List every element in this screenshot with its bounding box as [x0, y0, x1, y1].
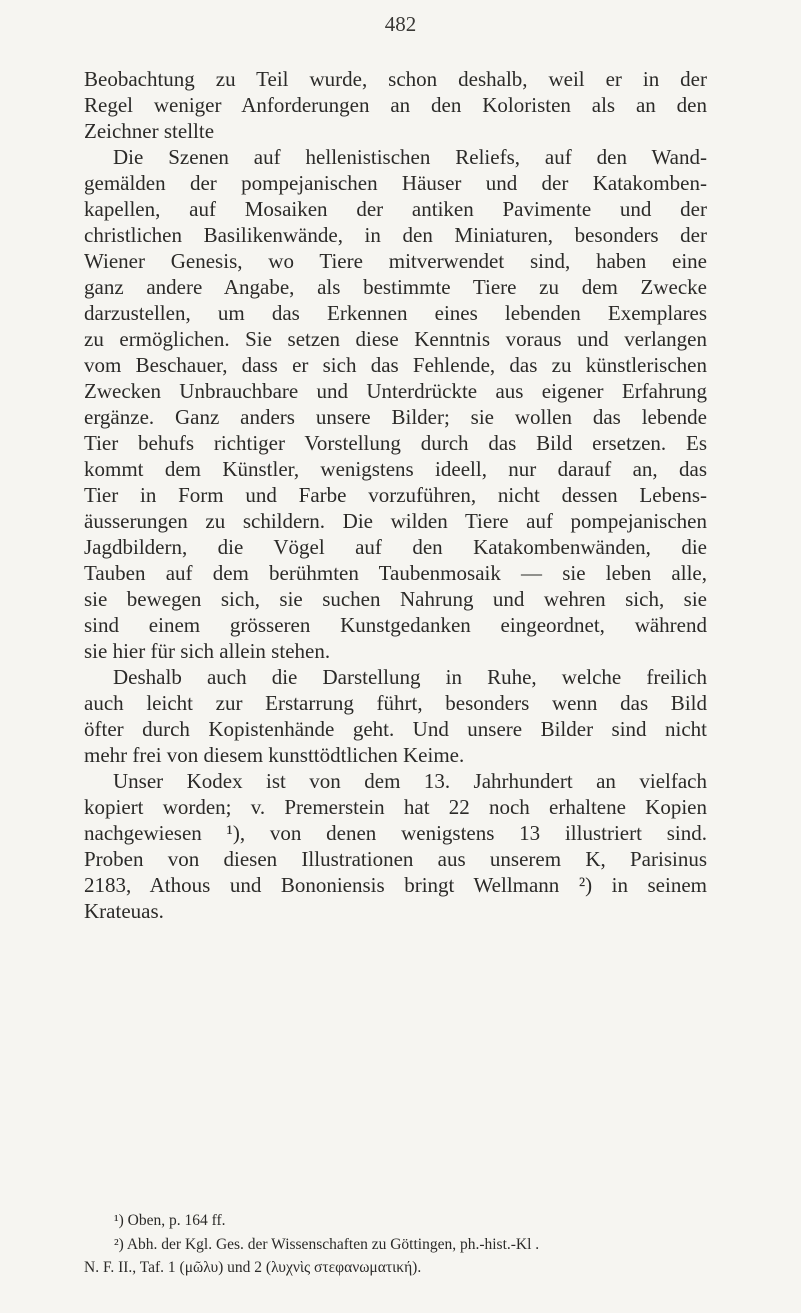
- text-line: sind einem grösseren Kunstgedanken eingeordnet, während: [84, 613, 707, 637]
- text-line: ergänze. Ganz anders unsere Bilder; sie wollen das lebende: [84, 405, 707, 429]
- footnote-1: ¹) Oben, p. 164 ff.: [114, 1212, 226, 1229]
- text-line: christlichen Basilikenwände, in den Miniaturen, besonders der: [84, 223, 707, 247]
- text-line: Unser Kodex ist von dem 13. Jahrhundert an vielfach: [113, 769, 707, 793]
- text-line: kommt dem Künstler, wenigstens ideell, nur darauf an, das: [84, 457, 707, 481]
- text-line: Proben von diesen Illustrationen aus unserem K, Parisinus: [84, 847, 707, 871]
- text-line: äusserungen zu schildern. Die wilden Tiere auf pompejanischen: [84, 509, 707, 533]
- text-line: Tier in Form und Farbe vorzuführen, nicht dessen Lebens-: [84, 483, 707, 507]
- text-line: Krateuas.: [84, 899, 164, 923]
- text-line: Die Szenen auf hellenistischen Reliefs, auf den Wand-: [113, 145, 707, 169]
- text-line: Wiener Genesis, wo Tiere mitverwendet sind, haben eine: [84, 249, 707, 273]
- text-line: Zwecken Unbrauchbare und Unterdrückte aus eigener Erfahrung: [84, 379, 707, 403]
- text-line: Jagdbildern, die Vögel auf den Katakombenwänden, die: [84, 535, 707, 559]
- text-line: Beobachtung zu Teil wurde, schon deshalb, weil er in der: [84, 67, 707, 91]
- text-line: mehr frei von diesem kunsttödtlichen Keime.: [84, 743, 465, 767]
- text-line: zu ermöglichen. Sie setzen diese Kenntnis voraus und verlangen: [84, 327, 707, 351]
- body-text: [84, 66, 707, 924]
- text-line: Zeichner stellte: [84, 119, 215, 143]
- text-line: vom Beschauer, dass er sich das Fehlende, das zu künstlerischen: [84, 353, 707, 377]
- text-line: sie hier für sich allein stehen.: [84, 639, 331, 663]
- text-line: Tauben auf dem berühmten Taubenmosaik — sie leben alle,: [84, 561, 707, 585]
- text-line: kopiert worden; v. Premerstein hat 22 noch erhaltene Kopien: [84, 795, 707, 819]
- text-line: öfter durch Kopistenhände geht. Und unsere Bilder sind nicht: [84, 717, 707, 741]
- text-line: kapellen, auf Mosaiken der antiken Pavimente und der: [84, 197, 707, 221]
- text-line: Regel weniger Anforderungen an den Koloristen als an den: [84, 93, 707, 117]
- footnote-2: ²) Abh. der Kgl. Ges. der Wissenschaften zu Göttingen, ph.-hist.-Kl .: [114, 1235, 540, 1253]
- text-line: Tier behufs richtiger Vorstellung durch das Bild ersetzen. Es: [84, 431, 707, 455]
- text-line: nachgewiesen ¹), von denen wenigstens 13 illustriert sind.: [84, 821, 707, 845]
- text-line: ganz andere Angabe, als bestimmte Tiere zu dem Zwecke: [84, 275, 707, 299]
- text-line: Deshalb auch die Darstellung in Ruhe, welche freilich: [113, 665, 707, 689]
- text-line: gemälden der pompejanischen Häuser und der Katakomben-: [84, 171, 707, 195]
- footnotes: [84, 1209, 707, 1280]
- page-number: 482: [384, 12, 417, 36]
- footnote-2-continuation: N. F. II., Taf. 1 (μῶλυ) und 2 (λυχνὶς στεφανωματική).: [84, 1259, 422, 1276]
- text-line: darzustellen, um das Erkennen eines lebenden Exemplares: [84, 301, 707, 325]
- text-line: sie bewegen sich, sie suchen Nahrung und wehren sich, sie: [84, 587, 707, 611]
- text-line: 2183, Athous und Bononiensis bringt Wellmann ²) in seinem: [84, 873, 707, 897]
- text-line: auch leicht zur Erstarrung führt, besonders wenn das Bild: [84, 691, 707, 715]
